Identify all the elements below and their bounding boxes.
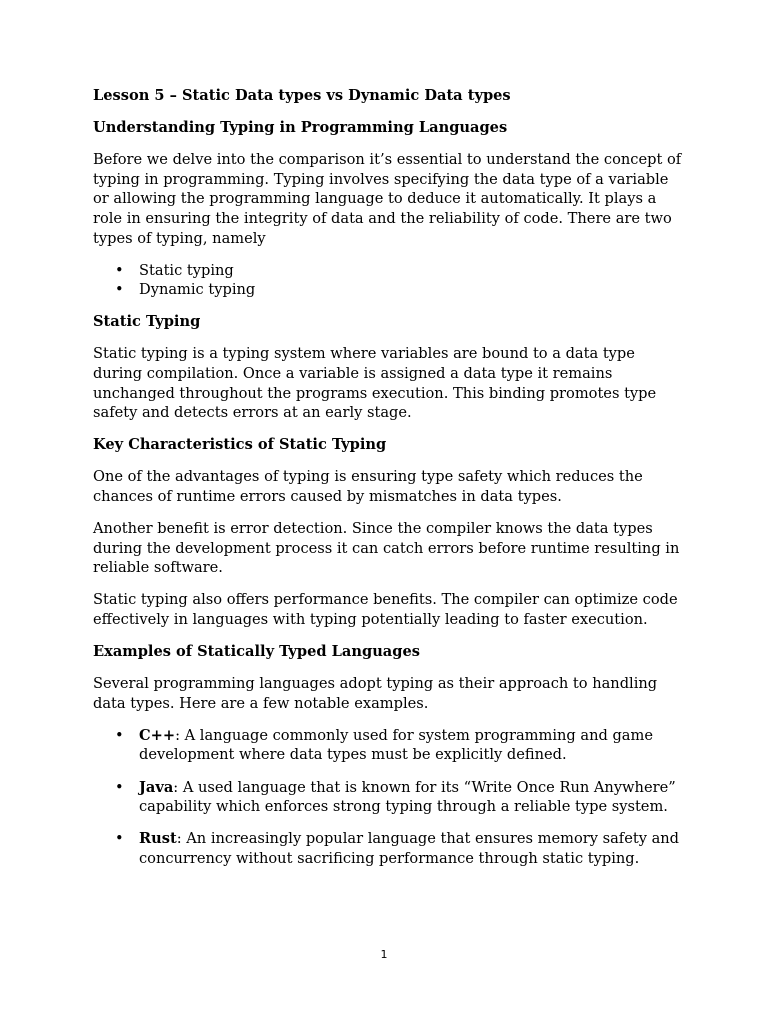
typing-list — [93, 261, 683, 300]
paragraph-type-safety: One of the advantages of typing is ensuring type safety which reduces the chances of runtime errors caused by mismatches in data types. — [93, 468, 643, 505]
list-item: • Dynamic typing — [93, 280, 683, 300]
languages-list — [93, 726, 683, 869]
section-heading-key-characteristics: Key Characteristics of Static Typing — [93, 436, 387, 454]
section-heading-static-typing: Static Typing — [93, 313, 201, 331]
language-description: : An increasingly popular language that ensures memory safety and concurrency without sacrificing performance through static typing. — [139, 830, 680, 867]
lesson-title: Lesson 5 – Static Data types vs Dynamic Data types — [93, 87, 511, 104]
paragraph-error-detection: Another benefit is error detection. Since the compiler knows the data types during the development process it can catch errors before runtime resulting in reliable software. — [93, 520, 680, 577]
list-item: • Static typing — [93, 261, 683, 281]
list-item-rust — [93, 829, 683, 868]
paragraph-performance: Static typing also offers performance benefits. The compiler can optimize code effectively in languages with typing potentially leading to faster execution. — [93, 591, 678, 628]
section-heading-understanding-typing: Understanding Typing in Programming Languages — [93, 119, 508, 137]
language-name: Rust — [139, 830, 177, 848]
page-number: 1 — [380, 948, 388, 961]
language-name: C++ — [139, 726, 176, 744]
document-page — [93, 86, 683, 881]
language-description: : A used language that is known for its “Write Once Run Anywhere” capability which enforces strong typing through a reliable type system. — [139, 778, 676, 816]
paragraph-typing-intro: Before we delve into the comparison it’s essential to understand the concept of typing in programming. Typing involves specifying the data type of a variable or allowing the programming language to deduce it automatically. It plays a role in ensuring the integrity of data and the reliability of code. There are two types of typing, namely — [93, 151, 682, 247]
list-item-java — [93, 778, 683, 817]
section-heading-examples: Examples of Statically Typed Languages — [93, 643, 420, 661]
language-name: Java — [139, 778, 174, 796]
paragraph-examples-intro: Several programming languages adopt typing as their approach to handling data types. Here are a few notable examples. — [93, 675, 658, 712]
language-description: : A language commonly used for system programming and game development where data types must be explicitly defined. — [139, 726, 653, 764]
list-item-cpp — [93, 726, 683, 765]
paragraph-static-typing: Static typing is a typing system where variables are bound to a data type during compilation. Once a variable is assigned a data type it remains unchanged throughout the programs execution. This binding promotes type safety and detects errors at an early stage. — [93, 345, 657, 422]
